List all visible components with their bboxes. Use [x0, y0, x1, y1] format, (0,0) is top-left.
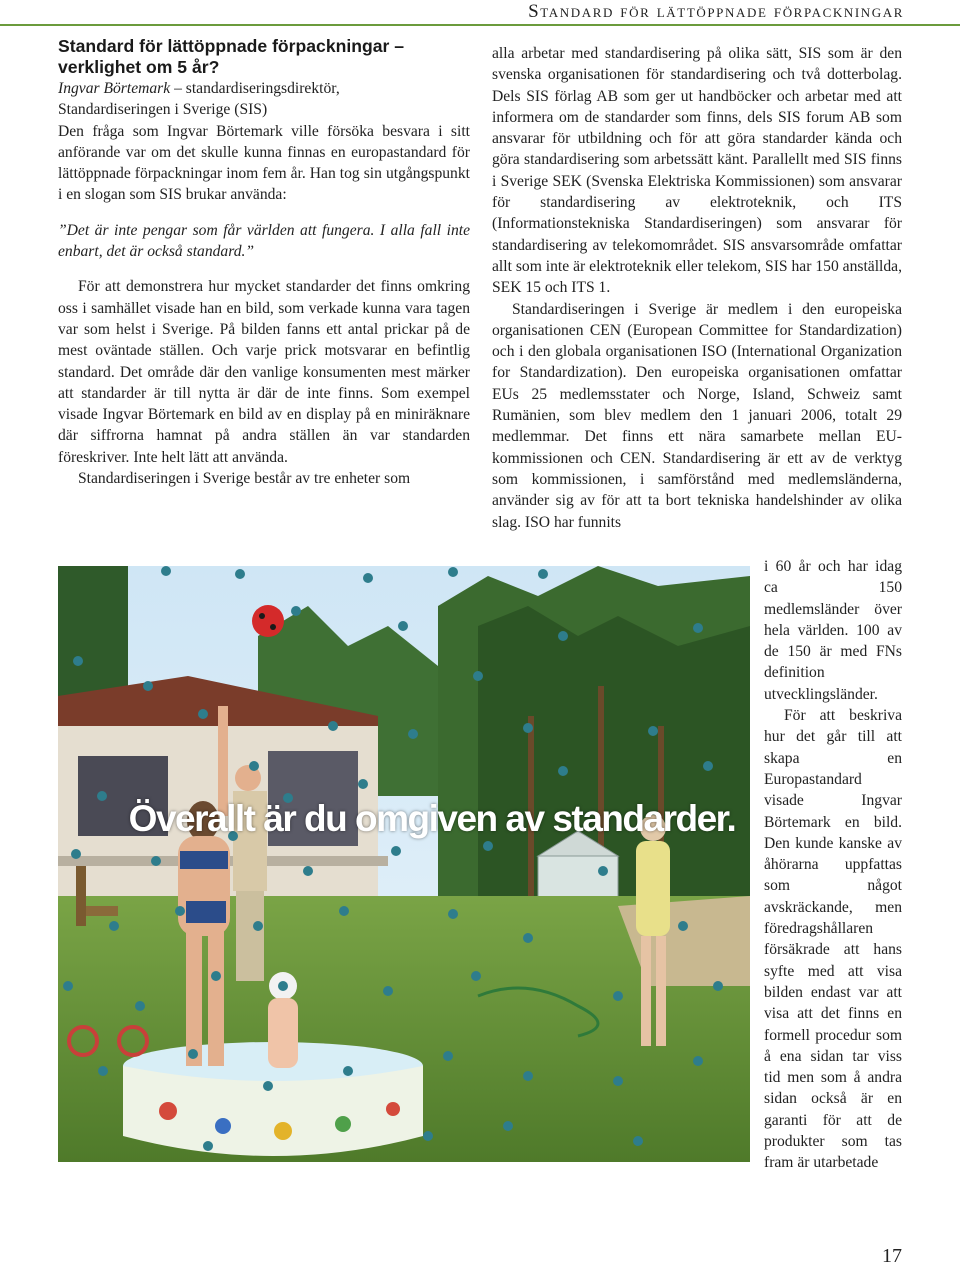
- paragraph-intro: Den fråga som Ingvar Börtemark ville försöka besvara i sitt anförande var om det skulle kunna finnas en europastandard för lättöppnade förpackningar inom fem år. Han tog sin utgångspunkt i en slogan som SIS brukar använda:: [58, 122, 470, 204]
- garden-photo: [58, 566, 750, 1162]
- paragraph-demonstration: För att demonstrera hur mycket standarder det finns omkring oss i samhället visade han en bild, som verkade kunna vara tagen var som helst i Sverige. På bilden fanns ett antal prickar på de mest oväntade ställen. Och varje prick motsvarar en befintlig standard. Det område där den vanlige konsumenten mest märker att standarder är till nytta är där de inte finns. Som exempel visade Ingvar Börtemark en bild av en display på en miniräknare där siffrorna hamnat på andra ställen än var standarden föreskriver. Inte helt lätt att använda.: [58, 278, 470, 466]
- author-name: Ingvar Börtemark: [58, 80, 171, 97]
- left-column: [58, 36, 470, 489]
- page-number: 17: [882, 1245, 902, 1267]
- paragraph-cen-iso: Standardiseringen i Sverige är medlem i den europeiska organisationen CEN (European Committee for Standardization) och i den globala organisationen ISO (International Organization for Standardization). Den europeiska organisationen omfattar EUs 25 medlemsstater och Norge, Island, Schweiz samt Rumänien, som blev medlem den 1 januari 2006, totalt 29 medlemmar. Det finns ett nära samarbete mellan EU-kommissionen och CEN. Standardisering är ett av de verktyg som kommissionen, i samförstånd med medlemsländerna, använder sig av för att ta bort tekniska handelshinder av olika slag. ISO har funnits: [492, 300, 902, 531]
- running-header: Standard för lättöppnade förpackningar: [528, 1, 904, 22]
- byline: [58, 78, 470, 99]
- garden-illustration: [58, 566, 750, 1162]
- slogan-quote: ”Det är inte pengar som får världen att fungera. I alla fall inte enbart, det är också standard.”: [58, 221, 470, 261]
- header-rule: [0, 24, 960, 26]
- author-organization: Standardiseringen i Sverige (SIS): [58, 101, 268, 119]
- article-title: Standard för lättöppnade förpackningar – verklighet om 5 år?: [58, 36, 405, 77]
- beach-ball: [252, 605, 284, 637]
- right-column: [492, 43, 902, 533]
- paragraph-iso-members: i 60 år och har idag ca 150 medlemsländer över hela världen. 100 av de 150 är med FNs definition utvecklingsländer.: [764, 558, 902, 703]
- paragraph-units: Standardiseringen i Sverige består av tre enheter som: [78, 470, 411, 488]
- photo-caption: Överallt är du omgiven av standarder.: [128, 798, 736, 839]
- paragraph-europastandard: För att beskriva hur det går till att skapa en Europastandard visade Ingvar Börtemark en bild. Den kunde kanske av åhörarna uppfattas som något avskräckande, men föredragshållaren försäkrade att hans syfte med att visa bilden endast var att visa att det finns en formell procedur som å ena sidan tar viss tid men som å andra sidan också är en garanti för att de produkter som tas fram är utarbetade: [764, 707, 902, 1172]
- paragraph-sis-units: alla arbetar med standardisering på olika sätt, SIS som är den svenska organisationen för standardisering och två dotterbolag. Dels SIS förlag AB som ger ut handböcker och arbetar med att informera om de standarder som finns, dels SIS forum AB som ansvarar för utbildning och för att göra standarder kända och göra standardisering som arbetssätt känt. Parallellt med SIS finns i Sverige SEK (Svenska Elektriska Kommissionen) som ansvarar för standardisering av elektroteknik, och ITS (Informationstekniska Standardiseringen) som ansvarar för standardisering av telekomområdet. SIS ansvarsområde omfattar allt som inte är elektroteknik eller telekom, SIS har 150 anställda, SEK 15 och ITS 1.: [492, 45, 902, 297]
- narrow-column: [764, 556, 902, 1174]
- author-role: – standardiseringsdirektör,: [170, 80, 340, 97]
